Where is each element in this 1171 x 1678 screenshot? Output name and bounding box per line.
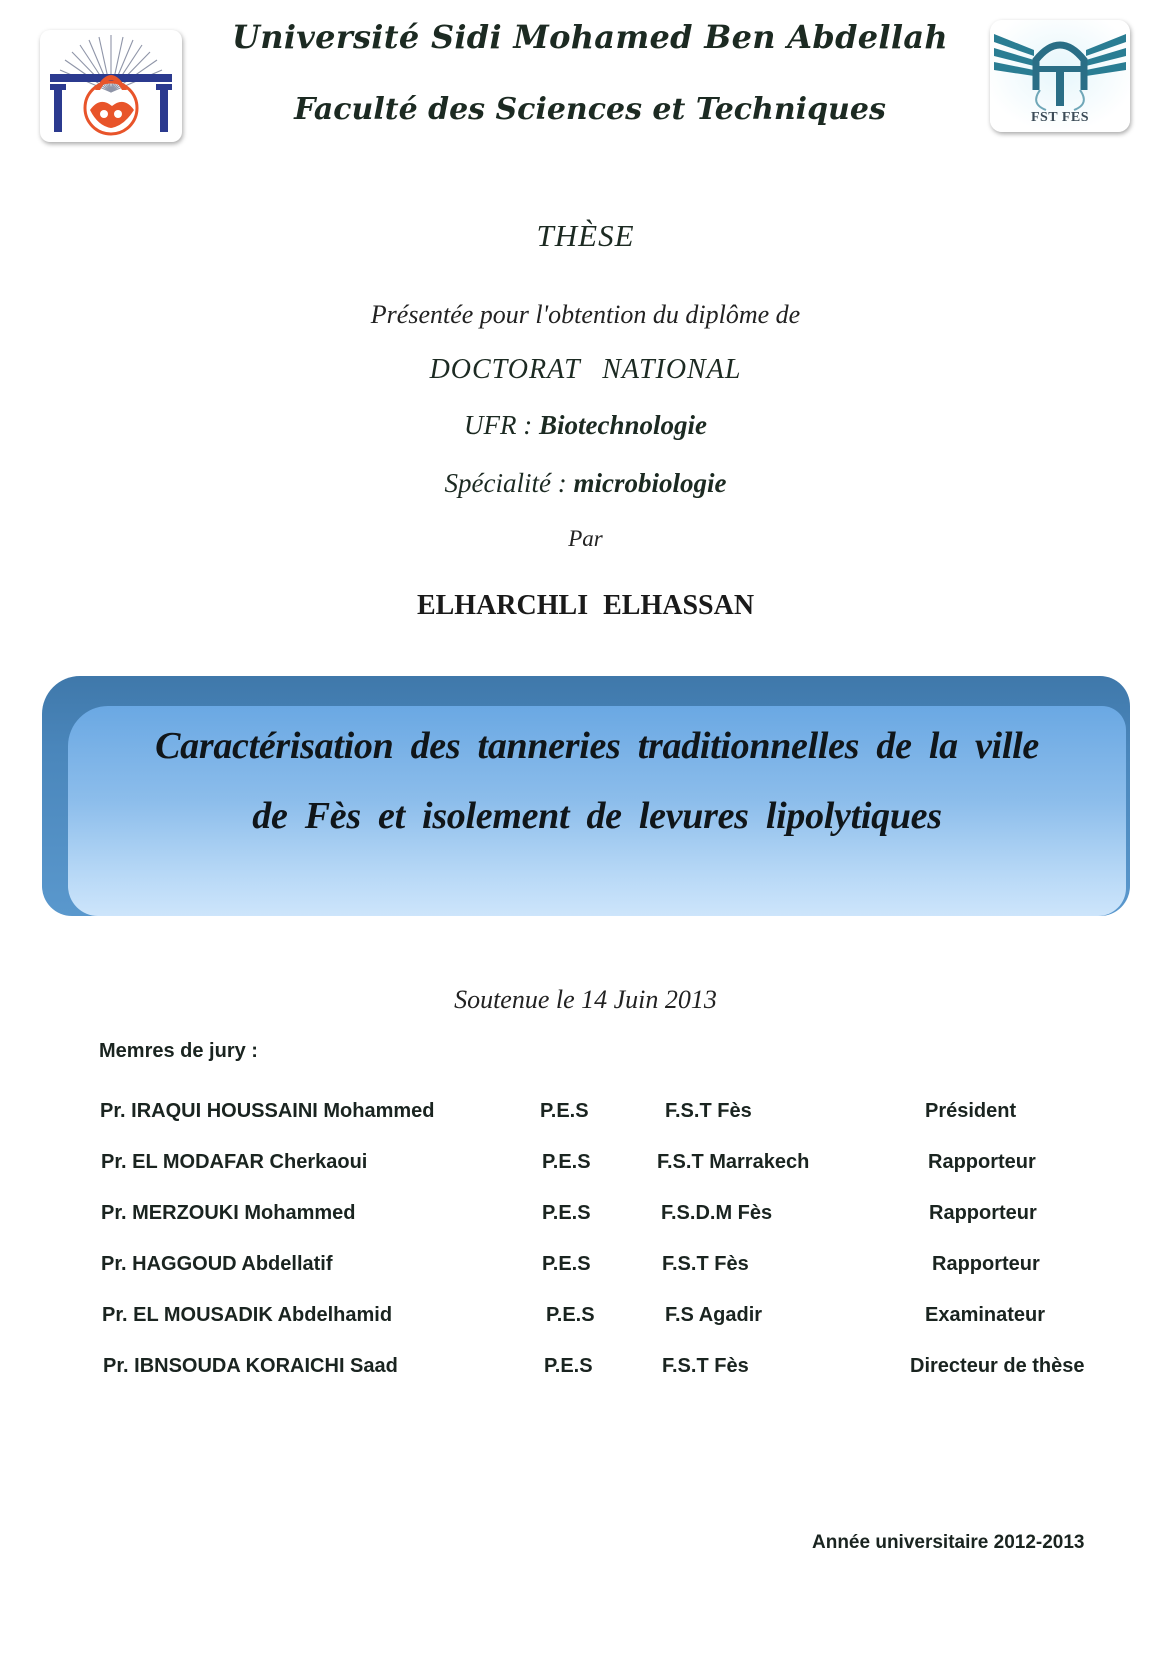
author-name: ELHARCHLI ELHASSAN — [416, 590, 755, 621]
specialty-label: Spécialité : — [444, 468, 574, 498]
member-name: Pr. HAGGOUD Abdellatif — [101, 1253, 333, 1275]
member-institution: F.S Agadir — [665, 1304, 763, 1326]
thesis-title-line-1: Caractérisation des tanneries traditionnelles de la ville — [155, 725, 1039, 767]
member-role: Rapporteur — [929, 1202, 1037, 1224]
usmba-crest-icon — [40, 30, 182, 142]
jury-member-row — [0, 1253, 1171, 1283]
member-name: Pr. MERZOUKI Mohammed — [101, 1202, 356, 1224]
faculty-name: Faculté des Sciences et Techniques — [294, 92, 886, 127]
ufr-value: Biotechnologie — [538, 410, 707, 440]
member-role: Rapporteur — [932, 1253, 1040, 1275]
academic-year: Année universitaire 2012-2013 — [812, 1532, 1085, 1553]
member-grade: P.E.S — [542, 1151, 591, 1173]
member-role: Directeur de thèse — [910, 1355, 1085, 1377]
member-grade: P.E.S — [542, 1253, 591, 1275]
member-grade: P.E.S — [540, 1100, 589, 1122]
jury-member-row — [0, 1304, 1171, 1334]
by-text: Par — [568, 526, 603, 551]
member-role: Rapporteur — [928, 1151, 1036, 1173]
fst-fes-label: FST FES — [1030, 110, 1090, 125]
member-name: Pr. EL MODAFAR Cherkaoui — [101, 1151, 368, 1173]
document-type: THÈSE — [536, 218, 635, 253]
specialty-line — [0, 468, 1171, 499]
specialty-value: microbiologie — [573, 468, 727, 498]
member-role: Président — [925, 1100, 1017, 1122]
member-role: Examinateur — [925, 1304, 1046, 1326]
member-name: Pr. IBNSOUDA KORAICHI Saad — [103, 1355, 398, 1377]
degree-name: DOCTORAT NATIONAL — [429, 354, 742, 385]
member-institution: F.S.D.M Fès — [661, 1202, 773, 1224]
member-grade: P.E.S — [546, 1304, 595, 1326]
jury-heading: Memres de jury : — [99, 1040, 258, 1062]
presented-for-text: Présentée pour l'obtention du diplôme de — [370, 300, 801, 329]
thesis-title-banner — [42, 676, 1130, 916]
jury-member-row — [0, 1355, 1171, 1385]
university-name: Université Sidi Mohamed Ben Abdellah — [232, 18, 948, 56]
member-grade: P.E.S — [542, 1202, 591, 1224]
jury-member-row — [0, 1100, 1171, 1130]
member-name: Pr. IRAQUI HOUSSAINI Mohammed — [100, 1100, 435, 1122]
member-institution: F.S.T Marrakech — [657, 1151, 810, 1173]
jury-member-row — [0, 1151, 1171, 1181]
university-logo — [40, 30, 182, 142]
ufr-label: UFR : — [464, 410, 539, 440]
faculty-logo — [990, 20, 1130, 132]
ufr-line — [0, 410, 1171, 441]
member-grade: P.E.S — [544, 1355, 593, 1377]
member-institution: F.S.T Fès — [662, 1253, 749, 1275]
member-name: Pr. EL MOUSADIK Abdelhamid — [102, 1304, 393, 1326]
member-institution: F.S.T Fès — [662, 1355, 749, 1377]
jury-member-row — [0, 1202, 1171, 1232]
thesis-title-line-2: de Fès et isolement de levures lipolytiques — [252, 795, 942, 837]
member-institution: F.S.T Fès — [665, 1100, 752, 1122]
defense-date: Soutenue le 14 Juin 2013 — [454, 985, 717, 1014]
